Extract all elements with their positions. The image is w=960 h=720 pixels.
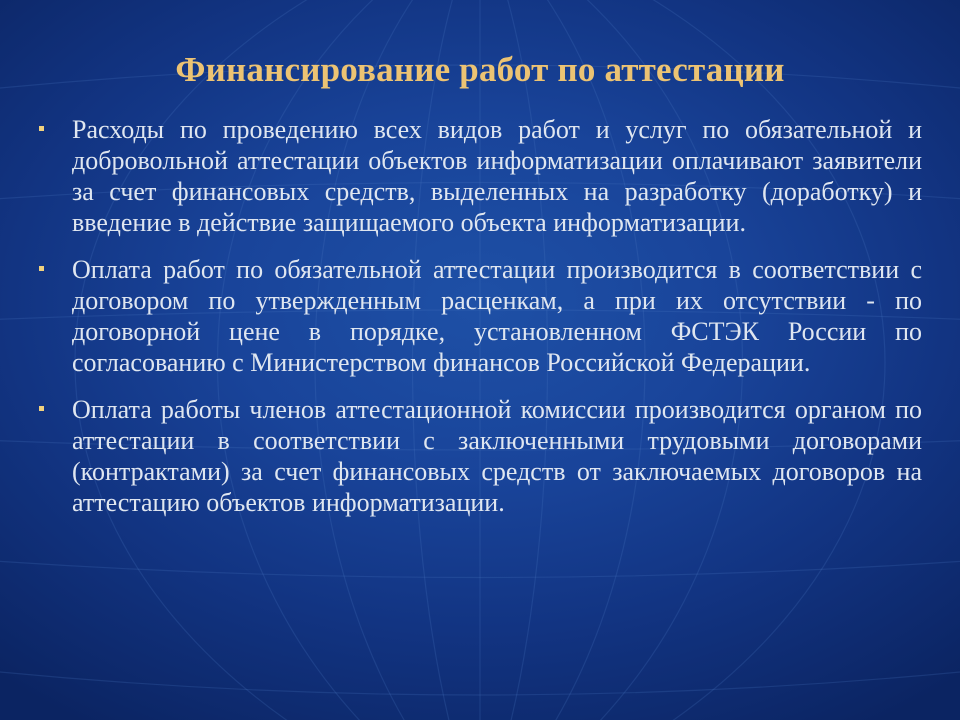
square-bullet-icon bbox=[39, 266, 44, 271]
list-item-text: Расходы по проведению всех видов работ и услуг по обязательной и добровольной аттестации объектов информатизации оплачивают заявители за счет финансовых средств, выделенных на разработку (доработку) и введение в действие защищаемого объекта информатизации. bbox=[72, 115, 922, 237]
list-item bbox=[34, 114, 922, 238]
slide-title: Финансирование работ по аттестации bbox=[175, 50, 785, 89]
square-bullet-icon bbox=[39, 406, 44, 411]
list-item-text: Оплата работ по обязательной аттестации производится в соответствии с договором по утвержденным расценкам, а при их отсутствии - по договорной цене в порядке, установленном ФСТЭК России по согласованию с Министерством финансов Российской Федерации. bbox=[72, 255, 922, 377]
square-bullet-icon bbox=[39, 126, 44, 131]
list-item bbox=[34, 254, 922, 378]
list-item-text: Оплата работы членов аттестационной комиссии производится органом по аттестации в соответствии с заключенными трудовыми договорами (контрактами) за счет финансовых средств от заключаемых договоров на аттестацию объектов информатизации. bbox=[72, 395, 922, 517]
list-item bbox=[34, 394, 922, 518]
bullet-list bbox=[34, 114, 922, 534]
